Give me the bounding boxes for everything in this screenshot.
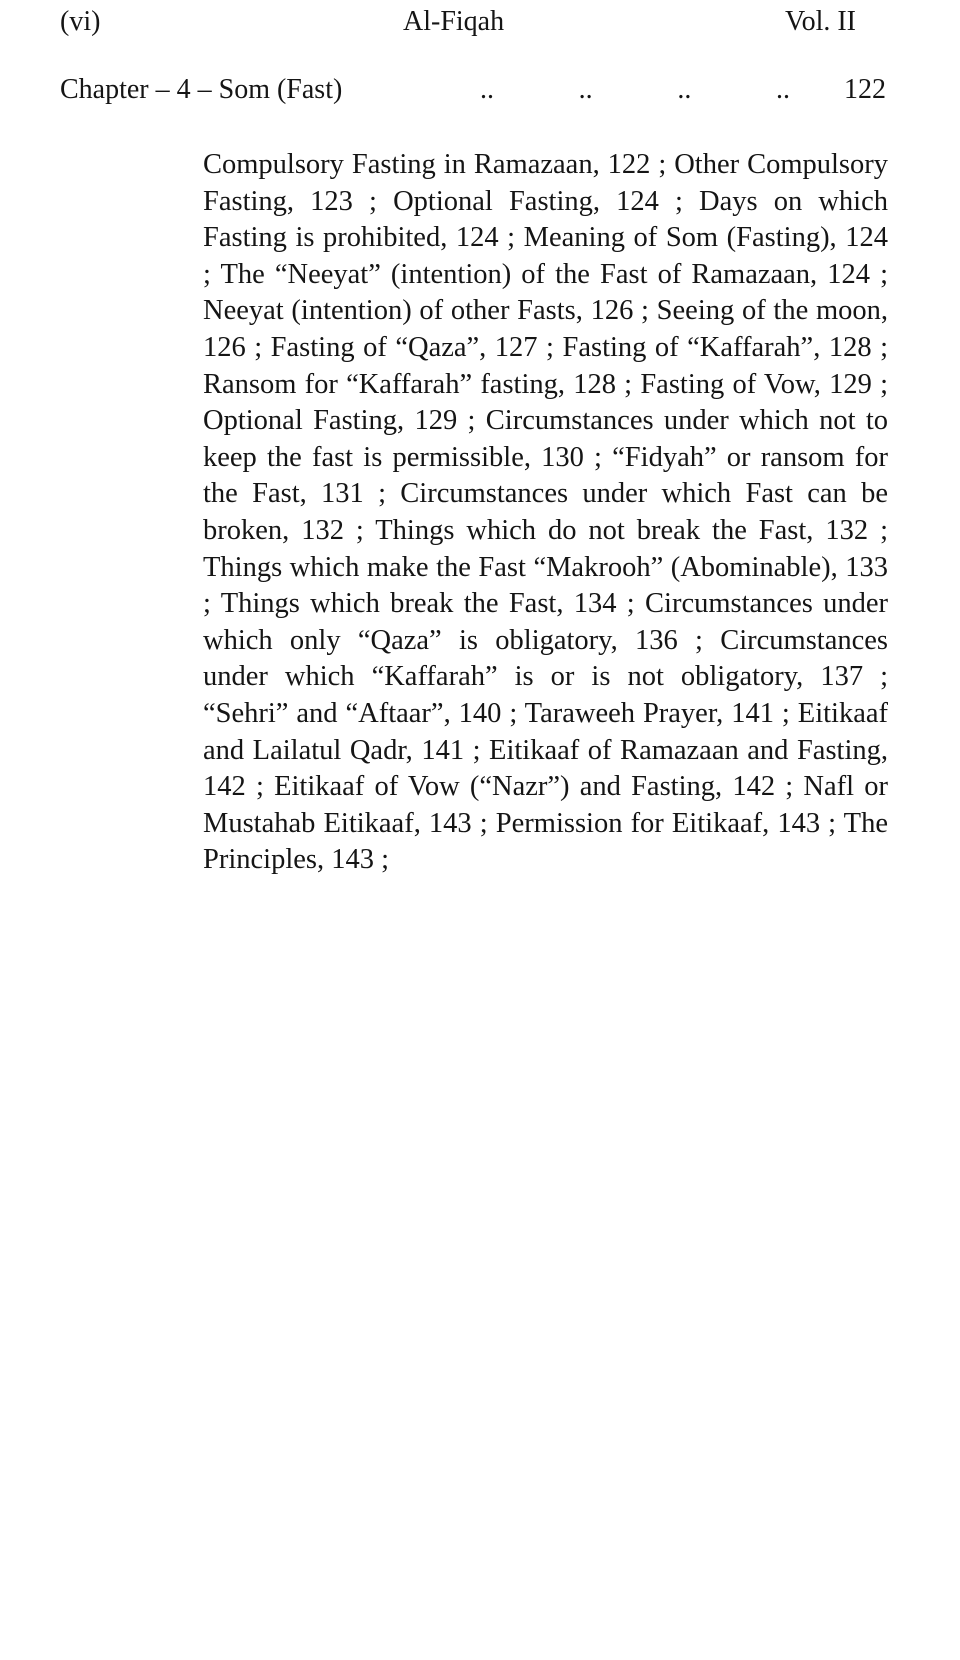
- chapter-entry: [60, 70, 886, 110]
- page-number-roman: (vi): [60, 6, 101, 37]
- book-title: Al-Fiqah: [403, 6, 505, 37]
- chapter-title: Chapter – 4 – Som (Fast): [60, 74, 343, 105]
- dot-leader: ..: [480, 74, 494, 105]
- chapter-page-number: 122: [844, 74, 886, 105]
- volume-label: Vol. II: [784, 6, 856, 37]
- dot-leader: ..: [775, 74, 790, 105]
- dot-leader: ..: [677, 74, 692, 105]
- chapter-contents-paragraph: Compulsory Fasting in Ramazaan, 122 ; Other Compulsory Fasting, 123 ; Optional Fasting, 124 ; Days on which Fasting is prohibited, 124 ; Meaning of Som (Fasting), 124 ; The “Neeyat” (intention) of the Fast of Ramazaan, 124 ; Neeyat (intention) of other Fasts, 126 ; Seeing of the moon, 126 ; Fasting of “Qaza”, 127 ; Fasting of “Kaffarah”, 128 ; Ransom for “Kaffarah” fasting, 128 ; Fasting of Vow, 129 ; Optional Fasting, 129 ; Circumstances under which not to keep the fast is permissible, 130 ; “Fidyah” or ransom for the Fast, 131 ; Circumstances under which Fast can be broken, 132 ; Things which do not break the Fast, 132 ; Things which make the Fast “Makrooh” (Abominable), 133 ; Things which break the Fast, 134 ; Circumstances under which only “Qaza” is obligatory, 136 ; Circumstances under which “Kaffarah” is or is not obligatory, 137 ; “Sehri” and “Aftaar”, 140 ; Taraweeh Prayer, 141 ; Eitikaaf and Lailatul Qadr, 141 ; Eitikaaf of Ramazaan and Fasting, 142 ; Eitikaaf of Vow (“Nazr”) and Fasting, 142 ; Nafl or Mustahab Eitikaaf, 143 ; Permission for Eitikaaf, 143 ; The Principles, 143 ;: [203, 149, 888, 876]
- dot-leader: ..: [578, 74, 593, 105]
- running-header: [60, 2, 856, 42]
- dot-leaders: [480, 70, 790, 110]
